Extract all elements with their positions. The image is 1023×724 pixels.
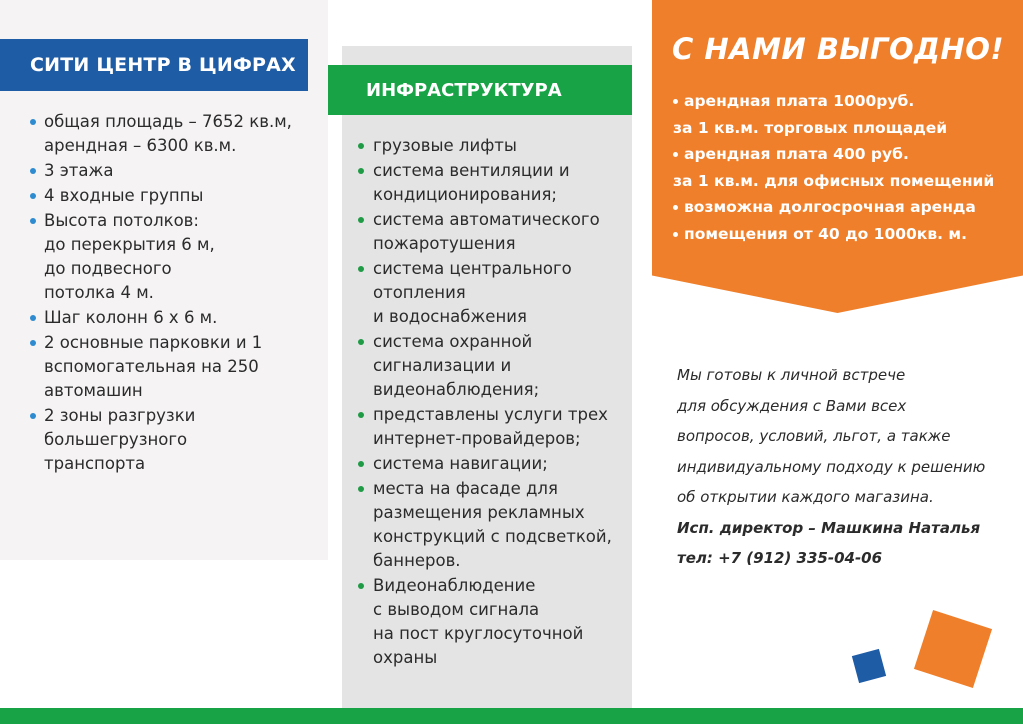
- bullet-icon: [673, 232, 678, 237]
- bullet-icon: [673, 99, 678, 104]
- benefits-title: С НАМИ ВЫГОДНО!: [672, 32, 1005, 66]
- list-item: 2 зоны разгрузки большегрузного транспорта: [30, 404, 320, 476]
- infrastructure-list: [358, 134, 630, 671]
- blue-square-decoration: [852, 649, 886, 683]
- list-item: общая площадь – 7652 кв.м, арендная – 6300 кв.м.: [30, 110, 320, 158]
- bullet-icon: [673, 205, 678, 210]
- list-item: 2 основные парковки и 1 вспомогательная на 250 автомашин: [30, 331, 320, 403]
- contact-line: об открытии каждого магазина.: [677, 488, 934, 506]
- city-numbers-list: [30, 110, 320, 477]
- bullet-icon: [673, 152, 678, 157]
- orange-square-decoration: [914, 610, 992, 688]
- city-numbers-header: СИТИ ЦЕНТР В ЦИФРАХ: [0, 39, 308, 91]
- list-item: 3 этажа: [30, 159, 320, 183]
- contact-block: [677, 360, 1017, 574]
- list-item: представлены услуги трех интернет-провайдеров;: [358, 403, 630, 451]
- list-item: [673, 221, 1018, 248]
- list-item: Шаг колонн 6 х 6 м.: [30, 306, 320, 330]
- phone-number[interactable]: тел: +7 (912) 335-04-06: [677, 549, 883, 567]
- list-item: система вентиляции и кондиционирования;: [358, 159, 630, 207]
- list-item: [673, 88, 1018, 141]
- contact-line: индивидуальному подходу к решению: [677, 457, 986, 476]
- infrastructure-header: ИНФРАСТРУКТУРА: [328, 65, 632, 115]
- list-item: [673, 141, 1018, 194]
- list-item: Высота потолков: до перекрытия 6 м, до подвесного потолка 4 м.: [30, 209, 320, 305]
- list-item: система центрального отопления и водоснабжения: [358, 257, 630, 329]
- benefit-text: помещения от 40 до 1000кв. м.: [684, 224, 967, 243]
- director-name: Исп. директор – Машкина Наталья: [677, 518, 981, 537]
- list-item: 4 входные группы: [30, 184, 320, 208]
- list-item: [673, 194, 1018, 221]
- benefit-text: арендная плата 400 руб. за 1 кв.м. для офисных помещений: [673, 145, 995, 190]
- benefit-text: возможна долгосрочная аренда: [684, 198, 976, 216]
- list-item: места на фасаде для размещения рекламных конструкций с подсветкой, баннеров.: [358, 477, 630, 573]
- benefits-list: [673, 88, 1018, 247]
- contact-line: вопросов, условий, льгот, а также: [677, 427, 951, 445]
- list-item: система охранной сигнализации и видеонаблюдения;: [358, 330, 630, 402]
- contact-line: Мы готовы к личной встрече: [677, 366, 906, 384]
- list-item: Видеонаблюдение с выводом сигнала на пост круглосуточной охраны: [358, 574, 630, 670]
- list-item: система автоматического пожаротушения: [358, 208, 630, 256]
- benefit-text: арендная плата 1000руб. за 1 кв.м. торговых площадей: [673, 92, 948, 137]
- list-item: грузовые лифты: [358, 134, 630, 158]
- bottom-green-band: [0, 708, 1023, 724]
- contact-line: для обсуждения с Вами всех: [677, 396, 907, 415]
- list-item: система навигации;: [358, 452, 630, 476]
